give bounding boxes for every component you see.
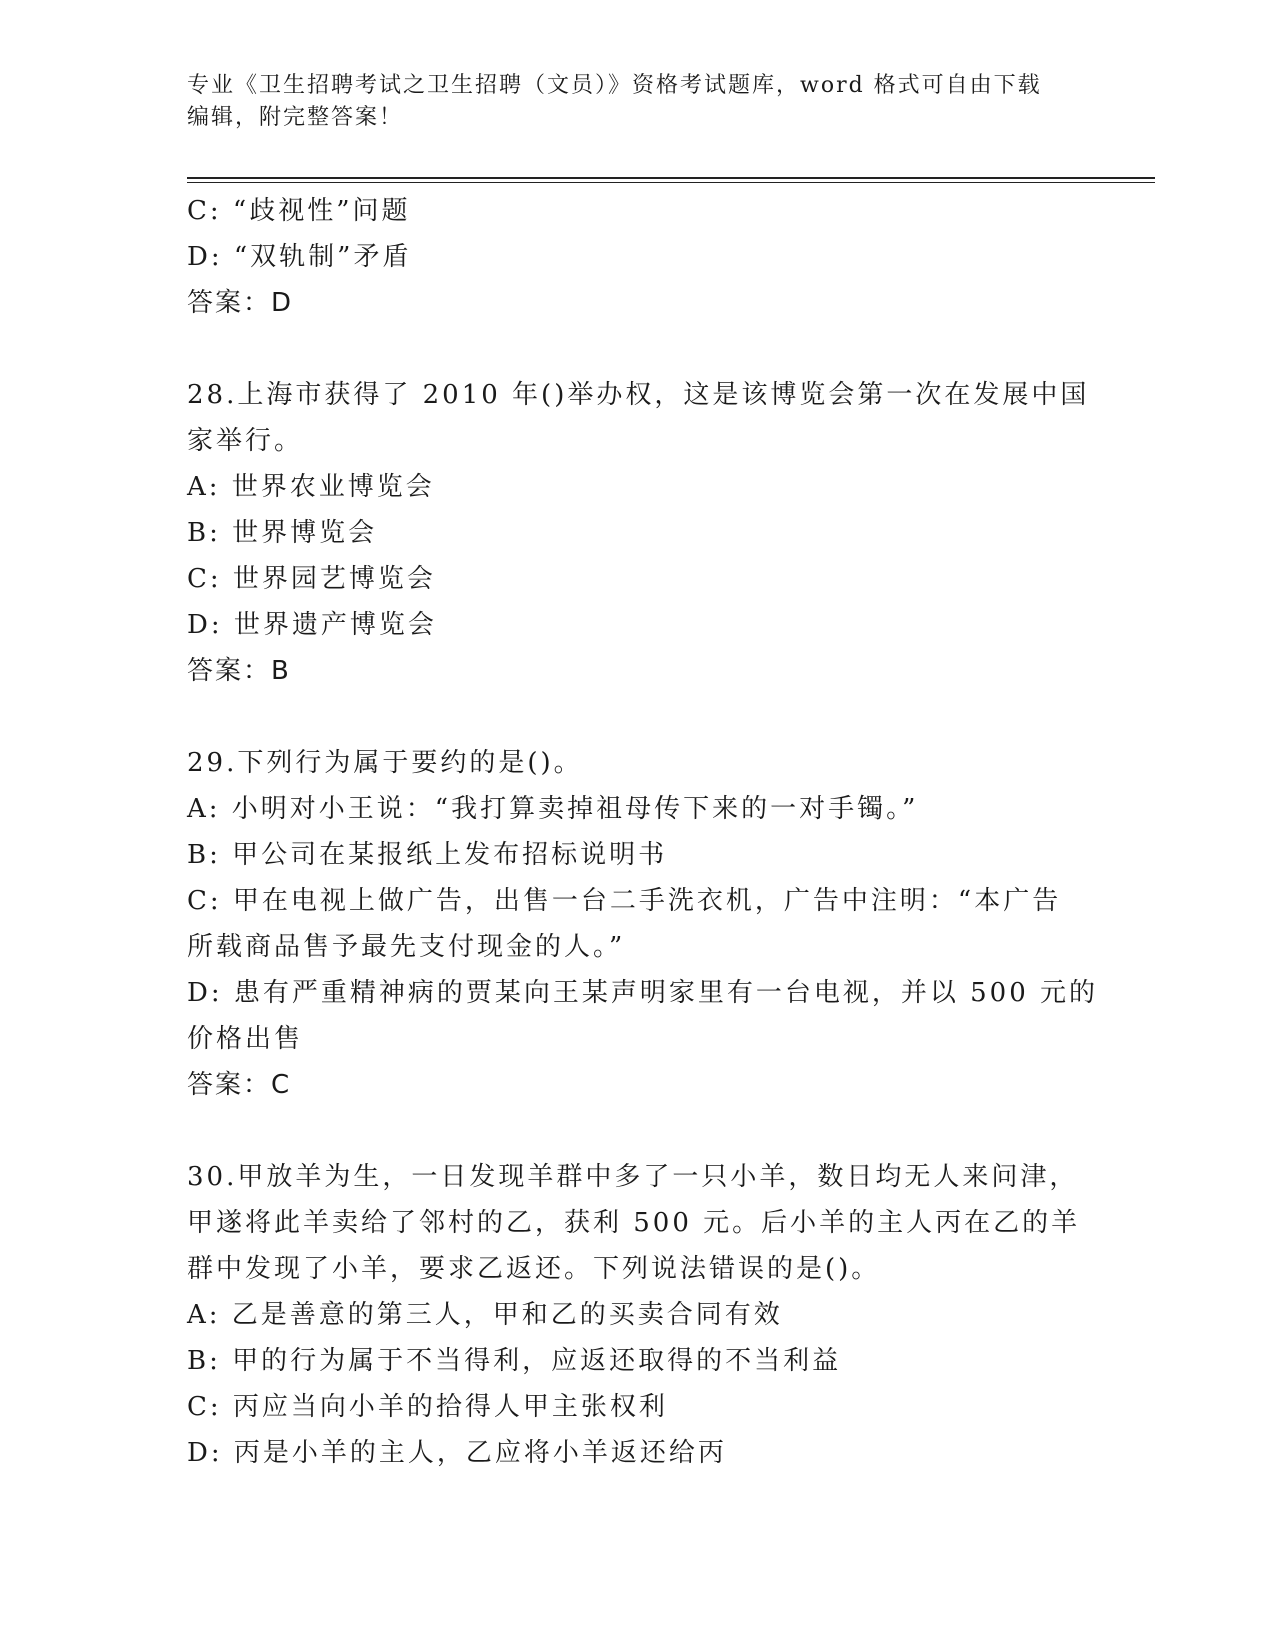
question-text: 家举行。	[187, 426, 304, 456]
option-a: A: 乙是善意的第三人，甲和乙的买卖合同有效	[187, 1300, 783, 1330]
answer: 答案：C	[187, 1070, 292, 1100]
question-content	[187, 188, 1099, 1476]
spacer	[187, 1108, 1087, 1154]
option-d-continued: 价格出售	[187, 1024, 304, 1054]
option-b: B: 甲公司在某报纸上发布招标说明书	[187, 840, 668, 870]
option-c-continued: 所载商品售予最先支付现金的人。”	[187, 932, 626, 962]
option-c: C: “歧视性”问题	[187, 196, 411, 226]
option-d: D: 世界遗产博览会	[187, 610, 437, 640]
question-27-tail	[187, 188, 1087, 326]
document-header	[187, 70, 1067, 134]
question-text: 甲遂将此羊卖给了邻村的乙，获利 500 元。后小羊的主人丙在乙的羊	[187, 1208, 1081, 1238]
option-b: B: 世界博览会	[187, 518, 378, 548]
option-c: C: 甲在电视上做广告，出售一台二手洗衣机，广告中注明：“本广告	[187, 886, 1062, 916]
header-rule-thick	[187, 177, 1155, 179]
option-b: B: 甲的行为属于不当得利，应返还取得的不当利益	[187, 1346, 842, 1376]
option-c: C: 丙应当向小羊的拾得人甲主张权利	[187, 1392, 668, 1422]
option-a: A: 小明对小王说：“我打算卖掉祖母传下来的一对手镯。”	[187, 794, 919, 824]
question-28	[187, 372, 1090, 694]
option-d: D: 患有严重精神病的贾某向王某声明家里有一台电视，并以 500 元的	[187, 978, 1099, 1008]
question-29	[187, 740, 1099, 1108]
question-text: 30.甲放羊为生，一日发现羊群中多了一只小羊，数日均无人来问津，	[187, 1162, 1079, 1192]
question-30	[187, 1154, 1087, 1476]
question-text: 28.上海市获得了 2010 年()举办权，这是该博览会第一次在发展中国	[187, 380, 1090, 410]
spacer	[187, 694, 1087, 740]
answer: 答案：B	[187, 656, 291, 686]
option-a: A: 世界农业博览会	[187, 472, 435, 502]
header-line-1: 专业《卫生招聘考试之卫生招聘（文员）》资格考试题库，word 格式可自由下载	[187, 73, 1042, 98]
question-text: 29.下列行为属于要约的是()。	[187, 748, 583, 778]
option-c: C: 世界园艺博览会	[187, 564, 436, 594]
option-d: D: “双轨制”矛盾	[187, 242, 412, 272]
answer: 答案：D	[187, 288, 294, 318]
question-text: 群中发现了小羊，要求乙返还。下列说法错误的是()。	[187, 1254, 881, 1284]
header-line-2: 编辑，附完整答案！	[187, 105, 404, 130]
header-rule-thin	[187, 182, 1155, 183]
option-d: D: 丙是小羊的主人，乙应将小羊返还给丙	[187, 1438, 727, 1468]
spacer	[187, 326, 1087, 372]
